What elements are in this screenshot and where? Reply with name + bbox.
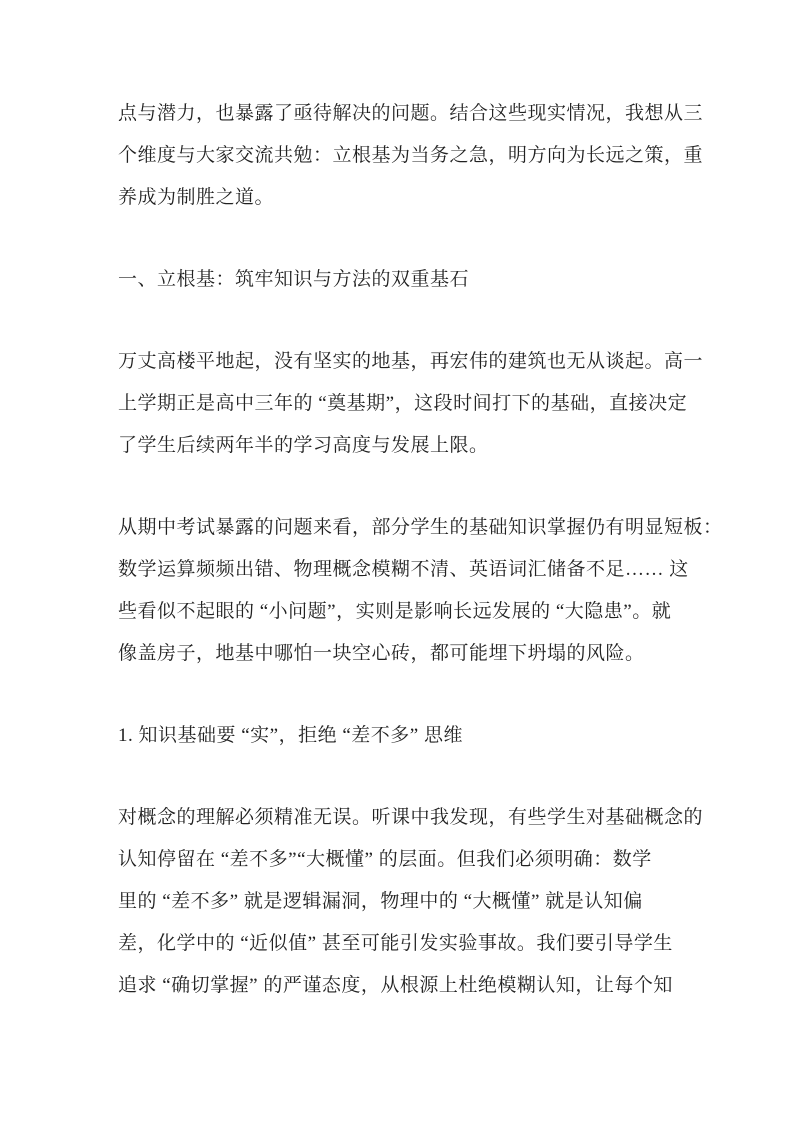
paragraph-foundation (118, 341, 704, 467)
text-line: 追求 “确切掌握” 的严谨态度，从根源上杜绝模糊认知，让每个知 (118, 975, 673, 996)
text-line: 了学生后续两年半的学习高度与发展上限。 (118, 435, 489, 456)
text-line: 对概念的理解必须精准无误。听课中我发现，有些学生对基础概念的 (118, 807, 704, 828)
subsection-heading-1 (118, 715, 684, 757)
text-line: 些看似不起眼的 “小问题”，实则是影响长远发展的 “大隐患”。就 (118, 601, 672, 622)
paragraph-exam-issues (118, 507, 723, 675)
heading-line: 1. 知识基础要 “实”，拒绝 “差不多” 思维 (118, 725, 463, 746)
text-line: 从期中考试暴露的问题来看，部分学生的基础知识掌握仍有明显短板： (118, 517, 723, 538)
text-line: 点与潜力，也暴露了亟待解决的问题。结合这些现实情况，我想从三 (118, 103, 704, 124)
text-line: 差，化学中的 “近似值” 甚至可能引发实验事故。我们要引导学生 (118, 933, 673, 954)
text-line: 上学期正是高中三年的 “奠基期”，这段时间打下的基础，直接决定 (118, 393, 688, 414)
text-line: 里的 “差不多” 就是逻辑漏洞，物理中的 “大概懂” 就是认知偏 (118, 891, 643, 912)
text-line: 像盖房子，地基中哪怕一块空心砖，都可能埋下坍塌的风险。 (118, 643, 645, 664)
text-line: 万丈高楼平地起，没有坚实的地基，再宏伟的建筑也无从谈起。高一 (118, 351, 704, 372)
section-heading-1 (118, 259, 684, 301)
text-line: 认知停留在 “差不多”“大概懂” 的层面。但我们必须明确：数学 (118, 849, 652, 870)
heading-line: 一、立根基：筑牢知识与方法的双重基石 (118, 269, 470, 290)
paragraph-concepts (118, 797, 704, 1007)
paragraph-intro (118, 93, 704, 219)
text-line: 个维度与大家交流共勉：立根基为当务之急，明方向为长远之策，重 (118, 145, 704, 166)
text-column (118, 93, 723, 1007)
text-line: 养成为制胜之道。 (118, 187, 275, 208)
text-line: 数学运算频频出错、物理概念模糊不清、英语词汇储备不足…… 这 (118, 559, 689, 580)
